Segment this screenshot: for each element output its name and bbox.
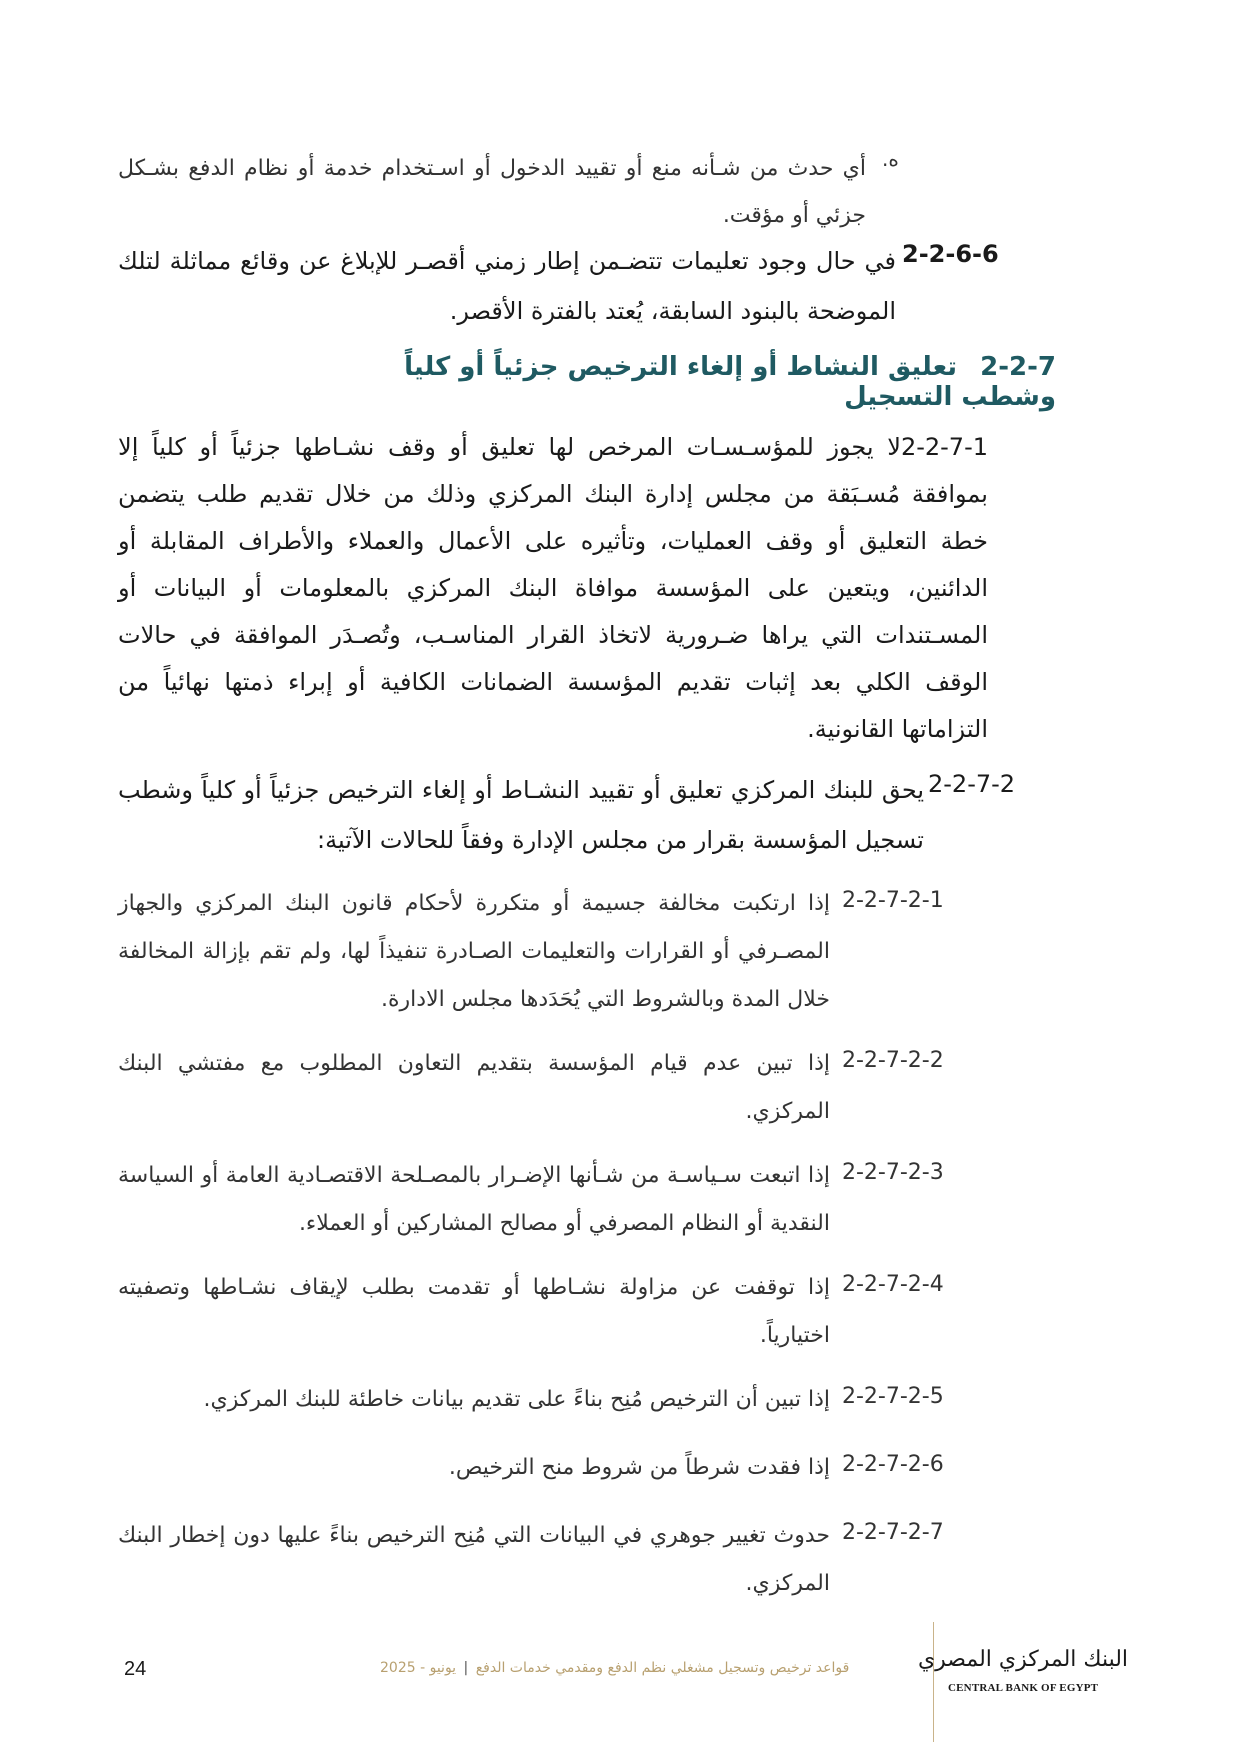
sub-item-text: إذا تبين أن الترخيص مُنِح بناءً على تقديم بيانات خاطئة للبنك المركزي. [203,1387,830,1412]
footer-doc-title: قواعد ترخيص وتسجيل مشغلي نظم الدفع ومقدمي خدمات الدفع [475,1660,850,1676]
sub-item-number: 2-2-7-2-4 [842,1272,944,1297]
clause-text [118,424,988,753]
footer-doc-info [380,1660,910,1676]
central-bank-logo-icon [917,1630,1129,1686]
footer-date: يونيو - 2025 [380,1660,457,1676]
bullet-marker-h: ه. [882,147,899,171]
section-title: تعليق النشاط أو إلغاء الترخيص جزئياً أو كلياً وشطب التسجيل [404,352,1056,412]
section-heading [330,352,1056,412]
sub-item-number: 2-2-7-2-5 [842,1384,944,1409]
sub-item-text: إذا اتبعت سـياسـة من شـأنها الإضـرار بالمصـلحة الاقتصـادية العامة أو السياسة النقدية أو النظام المصرفي أو مصالح المشاركين أو العملاء. [118,1163,830,1236]
sub-item-number: 2-2-7-2-3 [842,1160,944,1185]
sub-item-text: إذا تبين عدم قيام المؤسسة بتقديم التعاون المطلوب مع مفتشي البنك المركزي. [118,1051,830,1124]
sub-item-number: 2-2-7-2-7 [842,1520,944,1545]
clause-text: في حال وجود تعليمات تتضـمن إطار زمني أقصـر للإبلاغ عن وقائع مماثلة لتلك الموضحة بالبنود السابقة، يُعتد بالفترة الأقصر. [118,247,896,325]
sub-item-text: إذا ارتكبت مخالفة جسيمة أو متكررة لأحكام قانون البنك المركزي والجهاز المصـرفي أو القرارات والتعليمات الصـادرة تنفيذاً لها، ولم تقم بإزالة المخالفة خلال المدة وبالشروط التي يُحَدَدها مجلس الادارة. [118,891,830,1012]
footer-divider [933,1622,934,1742]
sub-item-number: 2-2-7-2-2 [842,1048,944,1073]
footer-separator: | [463,1660,469,1676]
sub-item-number: 2-2-7-2-6 [842,1452,944,1477]
clause-text: يحق للبنك المركزي تعليق أو تقييد النشـاط أو إلغاء الترخيص جزئياً أو كلياً وشطب تسجيل المؤسسة بقرار من مجلس الإدارة وفقاً للحالات الآتية: [118,776,924,854]
section-number: 2-2-7 [980,352,1056,382]
sub-item-number: 2-2-7-2-1 [842,888,944,913]
sub-item-text: إذا فقدت شرطاً من شروط منح الترخيص. [448,1455,830,1480]
clause-number: 2-2-7-2 [928,770,1016,798]
clause-number: 2-2-6-6 [902,240,999,268]
page-number: 24 [124,1658,147,1680]
clause-body: لا يجوز للمؤسـسـات المرخص لها تعليق أو وقف نشـاطها جزئياً أو كلياً إلا بموافقة مُسـبَقة من مجلس إدارة البنك المركزي وذلك من خلال تقديم طلب يتضمن خطة التعليق أو وقف العمليات، وتأثيره على الأعمال والعملاء والأطراف المقابلة أو الدائنين، ويتعين على المؤسسة موافاة البنك المركزي بالمعلومات أو البيانات أو المسـتندات التي يراها ضـرورية لاتخاذ القرار المناسـب، وتُصـدَر الموافقة في حالات الوقف الكلي بعد إثبات تقديم المؤسسة الضمانات الكافية أو إبراء ذمتها نهائياً من التزاماتها القانونية. [118,433,988,743]
sub-item-text: حدوث تغيير جوهري في البيانات التي مُنِح الترخيص بناءً عليها دون إخطار البنك المركزي. [118,1523,830,1596]
bullet-text-h: أي حدث من شـأنه منع أو تقييد الدخول أو اسـتخدام خدمة أو نظام الدفع بشـكل جزئي أو مؤقت. [118,156,866,228]
sub-item-text: إذا توقفت عن مزاولة نشـاطها أو تقدمت بطلب لإيقاف نشـاطها وتصفيته اختيارياً. [118,1275,830,1348]
logo-english-text: CENTRAL BANK OF EGYPT [948,1682,1099,1694]
logo-arabic-text: البنك المركزي المصري [917,1647,1129,1672]
clause-number: 2-2-7-1 [900,433,988,461]
